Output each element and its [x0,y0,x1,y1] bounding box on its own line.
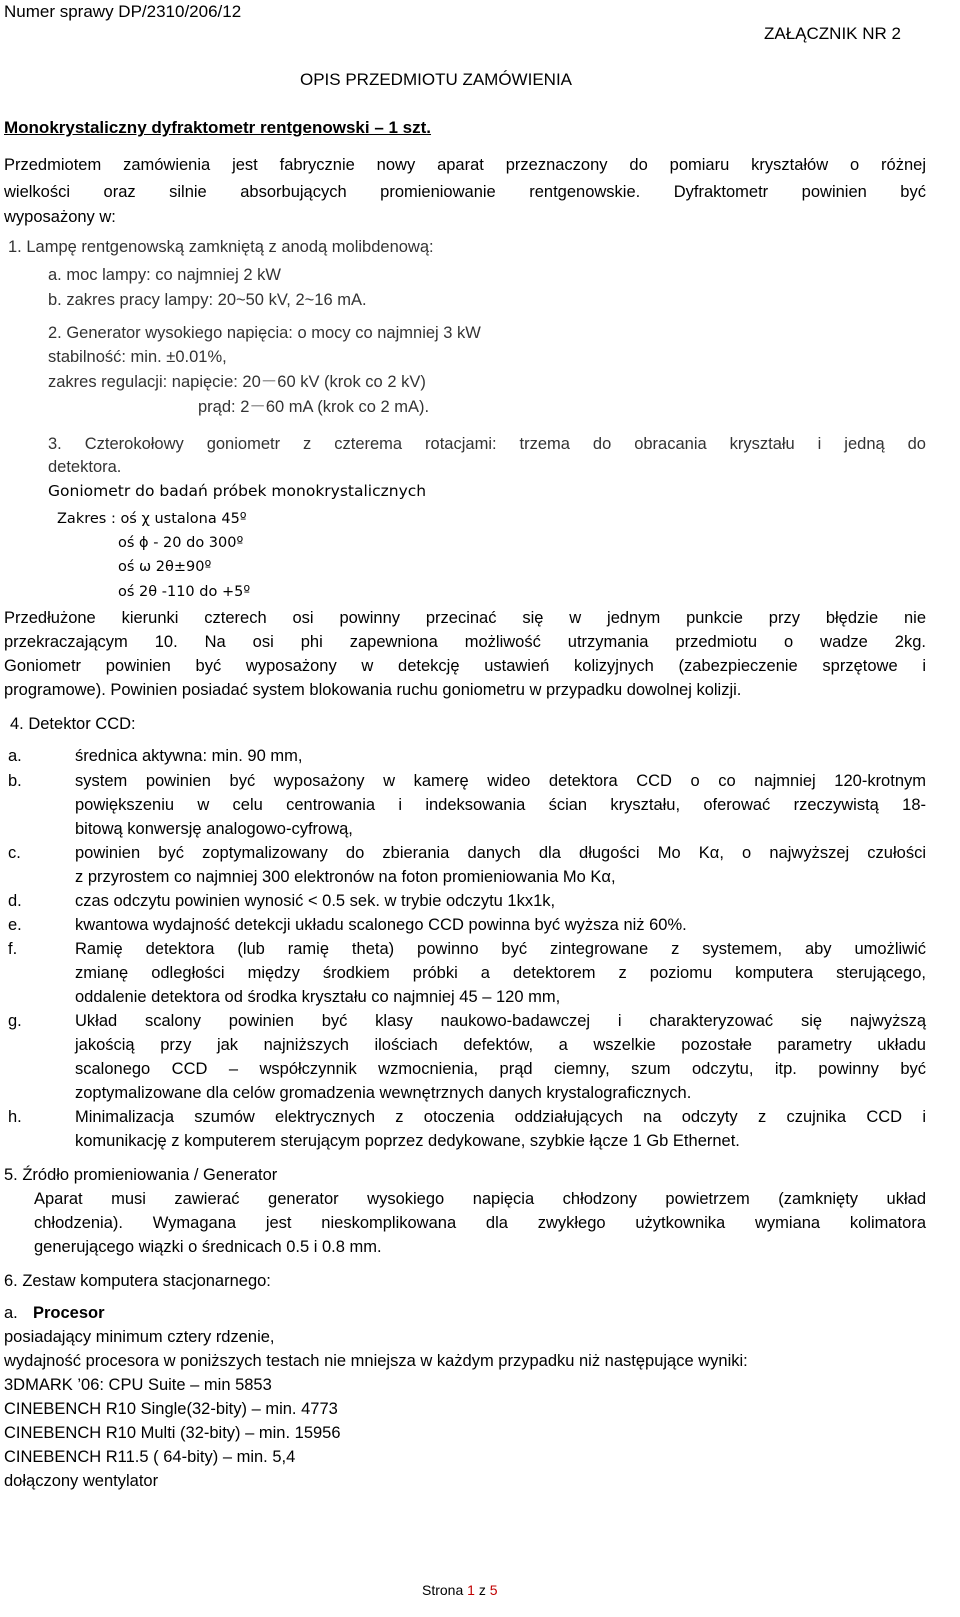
detector-item-text: scalonego CCD – współczynnik wzmocnienia, prąd ciemny, szum odczytu, itp. powinny być [75,1060,926,1078]
detector-item-marker: c. [8,844,21,862]
page-of: z [478,1582,486,1598]
section-1-item-a: a. moc lampy: co najmniej 2 kW [48,266,281,284]
processor-line: CINEBENCH R11.5 ( 64-bity) – min. 5,4 [4,1448,296,1466]
annex-label: ZAŁĄCZNIK NR 2 [764,24,901,43]
processor-label: Procesor [33,1304,105,1322]
detector-item-text: system powinien być wyposażony w kamerę wideo detektora CCD o co najmniej 120-krotnym [75,772,926,790]
section-3-heading: 3. Czterokołowy goniometr z czterema rotacjami: trzema do obracania kryształu i jedną do [48,435,926,453]
detector-item-text: z przyrostem co najmniej 300 elektronów na foton promieniowania Mo Kα, [75,868,616,886]
detector-item-marker: h. [8,1108,22,1126]
range-phi: oś ϕ - 20 do 300º [118,535,244,551]
detector-item-marker: g. [8,1012,22,1030]
range-chi: Zakres : oś χ ustalona 45º [57,511,247,527]
detector-item-text: oddalenie detektora od środka kryształu co najmniej 45 – 120 mm, [75,988,561,1006]
detector-item-text: bitową konwersję analogowo-cyfrową, [75,820,353,838]
detector-item-marker: d. [8,892,22,910]
detector-item-text: Ramię detektora (lub ramię theta) powinno być zintegrowane z systemem, aby umożliwić [75,940,926,958]
detector-item-marker: a. [8,747,22,765]
detector-item-marker: e. [8,916,22,934]
goniometer-subtitle: Goniometr do badań próbek monokrystalicznych [48,482,427,500]
section-5-heading: 5. Źródło promieniowania / Generator [4,1166,278,1184]
range-2theta: oś 2θ -110 do +5º [118,584,251,600]
processor-line: wydajność procesora w poniższych testach nie mniejsza w każdym przypadku niż następujące wyniki: [4,1352,748,1370]
detector-item-marker: b. [8,772,22,790]
detector-item-text: średnica aktywna: min. 90 mm, [75,747,303,765]
section-3-para-line-4: programowe). Powinien posiadać system blokowania ruchu goniometru w przypadku dowolnej kolizji. [4,681,742,699]
document-title: OPIS PRZEDMIOTU ZAMÓWIENIA [300,70,573,89]
section-1-item-b: b. zakres pracy lampy: 20~50 kV, 2~16 mA. [48,291,367,309]
intro-line-2: wielkości oraz silnie absorbujących promieniowanie rentgenowskie. Dyfraktometr powinien być [4,183,926,201]
section-2-voltage: zakres regulacji: napięcie: 20－60 kV (krok co 2 kV) [48,373,426,391]
processor-line: CINEBENCH R10 Multi (32-bity) – min. 15956 [4,1424,341,1442]
detector-item-text: kwantowa wydajność detekcji układu scalonego CCD powinna być wyższa niż 60%. [75,916,687,934]
section-4-heading: 4. Detektor CCD: [10,715,136,733]
section-1-heading: 1. Lampę rentgenowską zamkniętą z anodą molibdenową: [8,238,434,256]
processor-marker: a. [4,1304,18,1322]
detector-item-text: Układ scalony powinien być klasy naukowo-badawczej i charakteryzować się najwyższą [75,1012,926,1030]
intro-line-1: Przedmiotem zamówienia jest fabrycznie nowy aparat przeznaczony do pomiaru kryształów o różnej [4,156,926,174]
section-5-line-3: generującego wiązki o średnicach 0.5 i 0.8 mm. [34,1238,382,1256]
detector-item-marker: f. [8,940,18,958]
section-6-heading: 6. Zestaw komputera stacjonarnego: [4,1272,271,1290]
section-2-heading: 2. Generator wysokiego napięcia: o mocy co najmniej 3 kW [48,324,481,342]
detector-item-text: powinien być zoptymalizowany do zbierania danych dla długości Mo Kα, o najwyższej czułości [75,844,926,862]
page-number [422,1580,498,1600]
section-5-line-2: chłodzenia). Wymagana jest nieskomplikowana dla zwykłego użytkownika wymiana kolimatora [34,1214,926,1232]
detector-item-text: komunikację z komputerem sterującym poprzez dedykowane, szybkie łącze 1 Gb Ethernet. [75,1132,740,1150]
section-2-stability: stabilność: min. ±0.01%, [48,348,227,366]
section-3-para-line-3: Goniometr powinien być wyposażony w detekcję ustawień kolizyjnych (zabezpieczenie sprzętowe i [4,657,926,675]
processor-line: dołączony wentylator [4,1472,159,1490]
intro-line-3: wyposażony w: [4,208,116,226]
range-omega: oś ω 2θ±90º [118,559,212,575]
subject-title: Monokrystaliczny dyfraktometr rentgenowski – 1 szt. [4,118,432,137]
section-3-para-line-2: przekraczającym 10. Na osi phi zapewniona możliwość utrzymania przedmiotu o wadze 2kg. [4,633,926,651]
section-5-line-1: Aparat musi zawierać generator wysokiego napięcia chłodzony powietrzem (zamknięty układ [34,1190,926,1208]
section-3-heading-cont: detektora. [48,458,122,476]
detector-item-text: Minimalizacja szumów elektrycznych z otoczenia oddziałujących na odczyty z czujnika CCD i [75,1108,926,1126]
page-current: 1 [467,1582,475,1598]
detector-item-text: czas odczytu powinien wynosić < 0.5 sek. w trybie odczytu 1kx1k, [75,892,556,910]
detector-item-text: powiększeniu w celu centrowania i indeksowania ścian kryształu, oferować rzeczywistą 18- [75,796,926,814]
detector-item-text: jakością przy jak najniższych ilościach defektów, a wszelkie pozostałe parametry układu [75,1036,926,1054]
detector-item-text: zoptymalizowane dla celów gromadzenia wewnętrznych danych krystalograficznych. [75,1084,692,1102]
case-number: Numer sprawy DP/2310/206/12 [4,2,242,21]
processor-line: posiadający minimum cztery rdzenie, [4,1328,275,1346]
page-total: 5 [489,1582,498,1598]
processor-line: CINEBENCH R10 Single(32-bity) – min. 4773 [4,1400,338,1418]
section-3-para-line-1: Przedłużone kierunki czterech osi powinny przecinać się w jednym punkcie przy błędzie nie [4,609,926,627]
section-2-current: prąd: 2－60 mA (krok co 2 mA). [198,398,430,416]
processor-line: 3DMARK ’06: CPU Suite – min 5853 [4,1376,272,1394]
page-word: Strona [422,1582,464,1598]
detector-item-text: zmianę odległości między środkiem próbki a detektorem z poziomu komputera sterującego, [75,964,926,982]
